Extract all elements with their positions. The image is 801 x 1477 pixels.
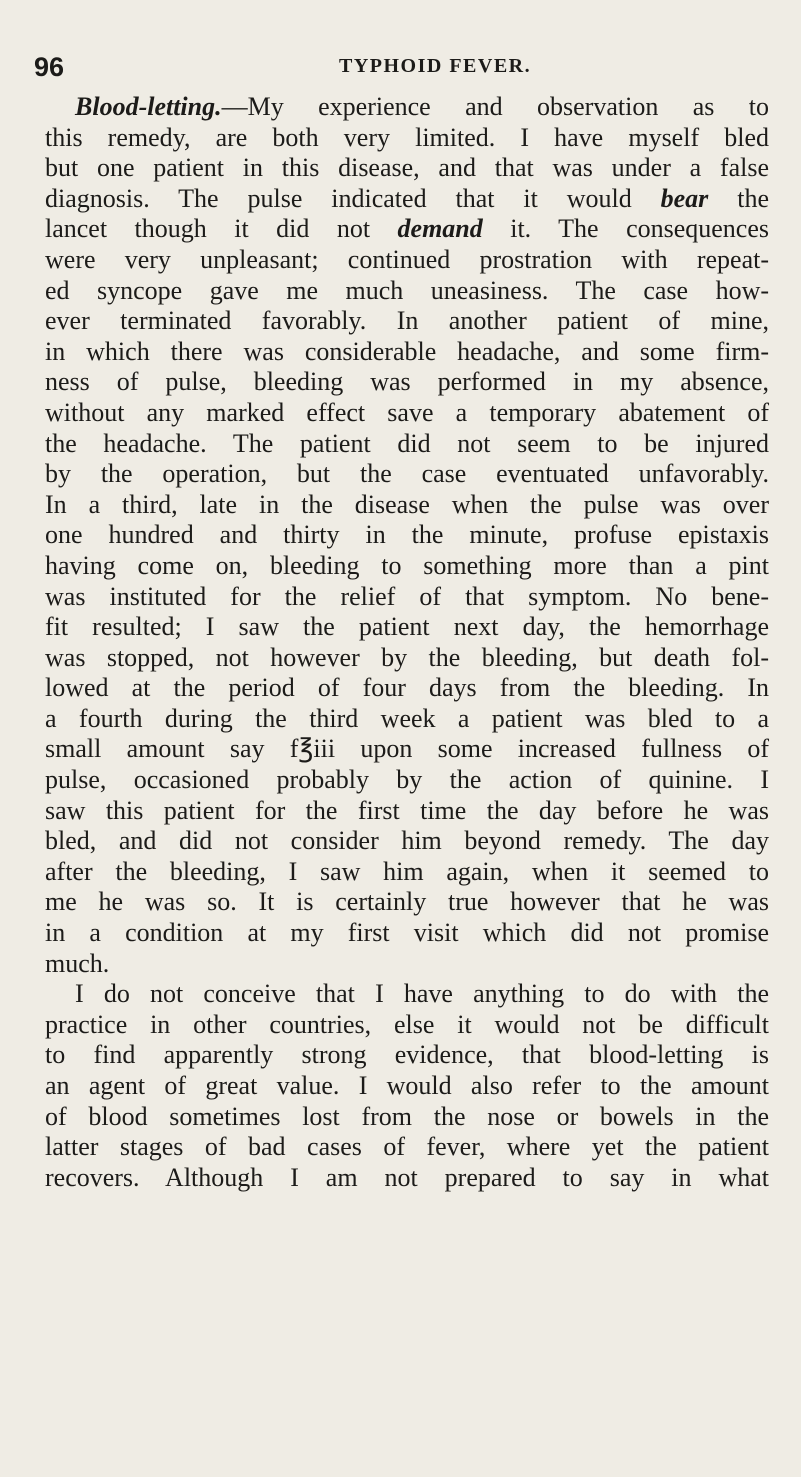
text-line: diagnosis. The pulse indicated that it would bear the bbox=[45, 183, 769, 213]
text-line: lancet though it did not demand it. The consequences bbox=[45, 214, 770, 244]
text-line: bled, and did not consider him beyond remedy. The day bbox=[45, 826, 769, 856]
text-line: one hundred and thirty in the minute, profuse epistaxis bbox=[45, 520, 769, 550]
text-line: in a condition at my first visit which did not promise bbox=[45, 918, 769, 948]
text-line: the headache. The patient did not seem to be injured bbox=[45, 428, 769, 458]
text-line: having come on, bleeding to something more than a pint bbox=[45, 550, 769, 580]
text-line: to find apparently strong evidence, that blood-letting is bbox=[45, 1040, 769, 1070]
text-line: practice in other countries, else it would not be difficult bbox=[45, 1009, 769, 1039]
text-line: me he was so. It is certainly true however that he was bbox=[45, 887, 769, 917]
page-number: 96 bbox=[34, 52, 65, 82]
text-line: without any marked effect save a temporary abatement of bbox=[45, 397, 769, 427]
text-line: were very unpleasant; continued prostration with repeat- bbox=[45, 244, 769, 274]
section-lead: Blood-letting. bbox=[75, 92, 222, 121]
text-line: lowed at the period of four days from the bleeding. In bbox=[45, 673, 769, 703]
text-line: of blood sometimes lost from the nose or bowels in the bbox=[45, 1101, 769, 1131]
text-line: in which there was considerable headache, and some firm- bbox=[45, 336, 769, 366]
body-text bbox=[45, 92, 769, 1193]
text-line: this remedy, are both very limited. I have myself bled bbox=[45, 122, 769, 152]
text-line: Blood-letting.—My experience and observation as to bbox=[75, 92, 769, 121]
text-line: pulse, occasioned probably by the action of quinine. I bbox=[45, 765, 769, 795]
page-header bbox=[34, 52, 771, 82]
text-line: but one patient in this disease, and that was under a false bbox=[45, 153, 769, 183]
text-line: much. bbox=[45, 948, 110, 978]
text-line: a fourth during the third week a patient was bled to a bbox=[45, 703, 769, 733]
text-line: saw this patient for the first time the day before he was bbox=[45, 795, 769, 825]
text-line: In a third, late in the disease when the pulse was over bbox=[45, 489, 769, 519]
text-line: small amount say f℥iii upon some increased fullness of bbox=[45, 734, 769, 764]
running-head: TYPHOID FEVER. bbox=[339, 55, 532, 77]
text-line: ness of pulse, bleeding was performed in my absence, bbox=[45, 367, 769, 397]
emphasis: demand bbox=[397, 214, 483, 244]
emphasis: bear bbox=[660, 183, 709, 213]
text-line: after the bleeding, I saw him again, when it seemed to bbox=[45, 856, 769, 886]
text-line: was instituted for the relief of that symptom. No bene- bbox=[45, 581, 769, 611]
text-line: ed syncope gave me much uneasiness. The case how- bbox=[45, 275, 769, 305]
text-line: fit resulted; I saw the patient next day, the hemorrhage bbox=[45, 612, 769, 642]
text-line: latter stages of bad cases of fever, where yet the patient bbox=[45, 1132, 769, 1162]
text-line: ever terminated favorably. In another patient of mine, bbox=[45, 306, 769, 336]
text-line: I do not conceive that I have anything to do with the bbox=[75, 979, 769, 1009]
text-line: an agent of great value. I would also refer to the amount bbox=[45, 1071, 769, 1100]
text-line: recovers. Although I am not prepared to say in what bbox=[45, 1162, 769, 1192]
text-line: was stopped, not however by the bleeding, but death fol- bbox=[45, 642, 769, 672]
text-line: by the operation, but the case eventuated unfavorably. bbox=[45, 459, 769, 489]
